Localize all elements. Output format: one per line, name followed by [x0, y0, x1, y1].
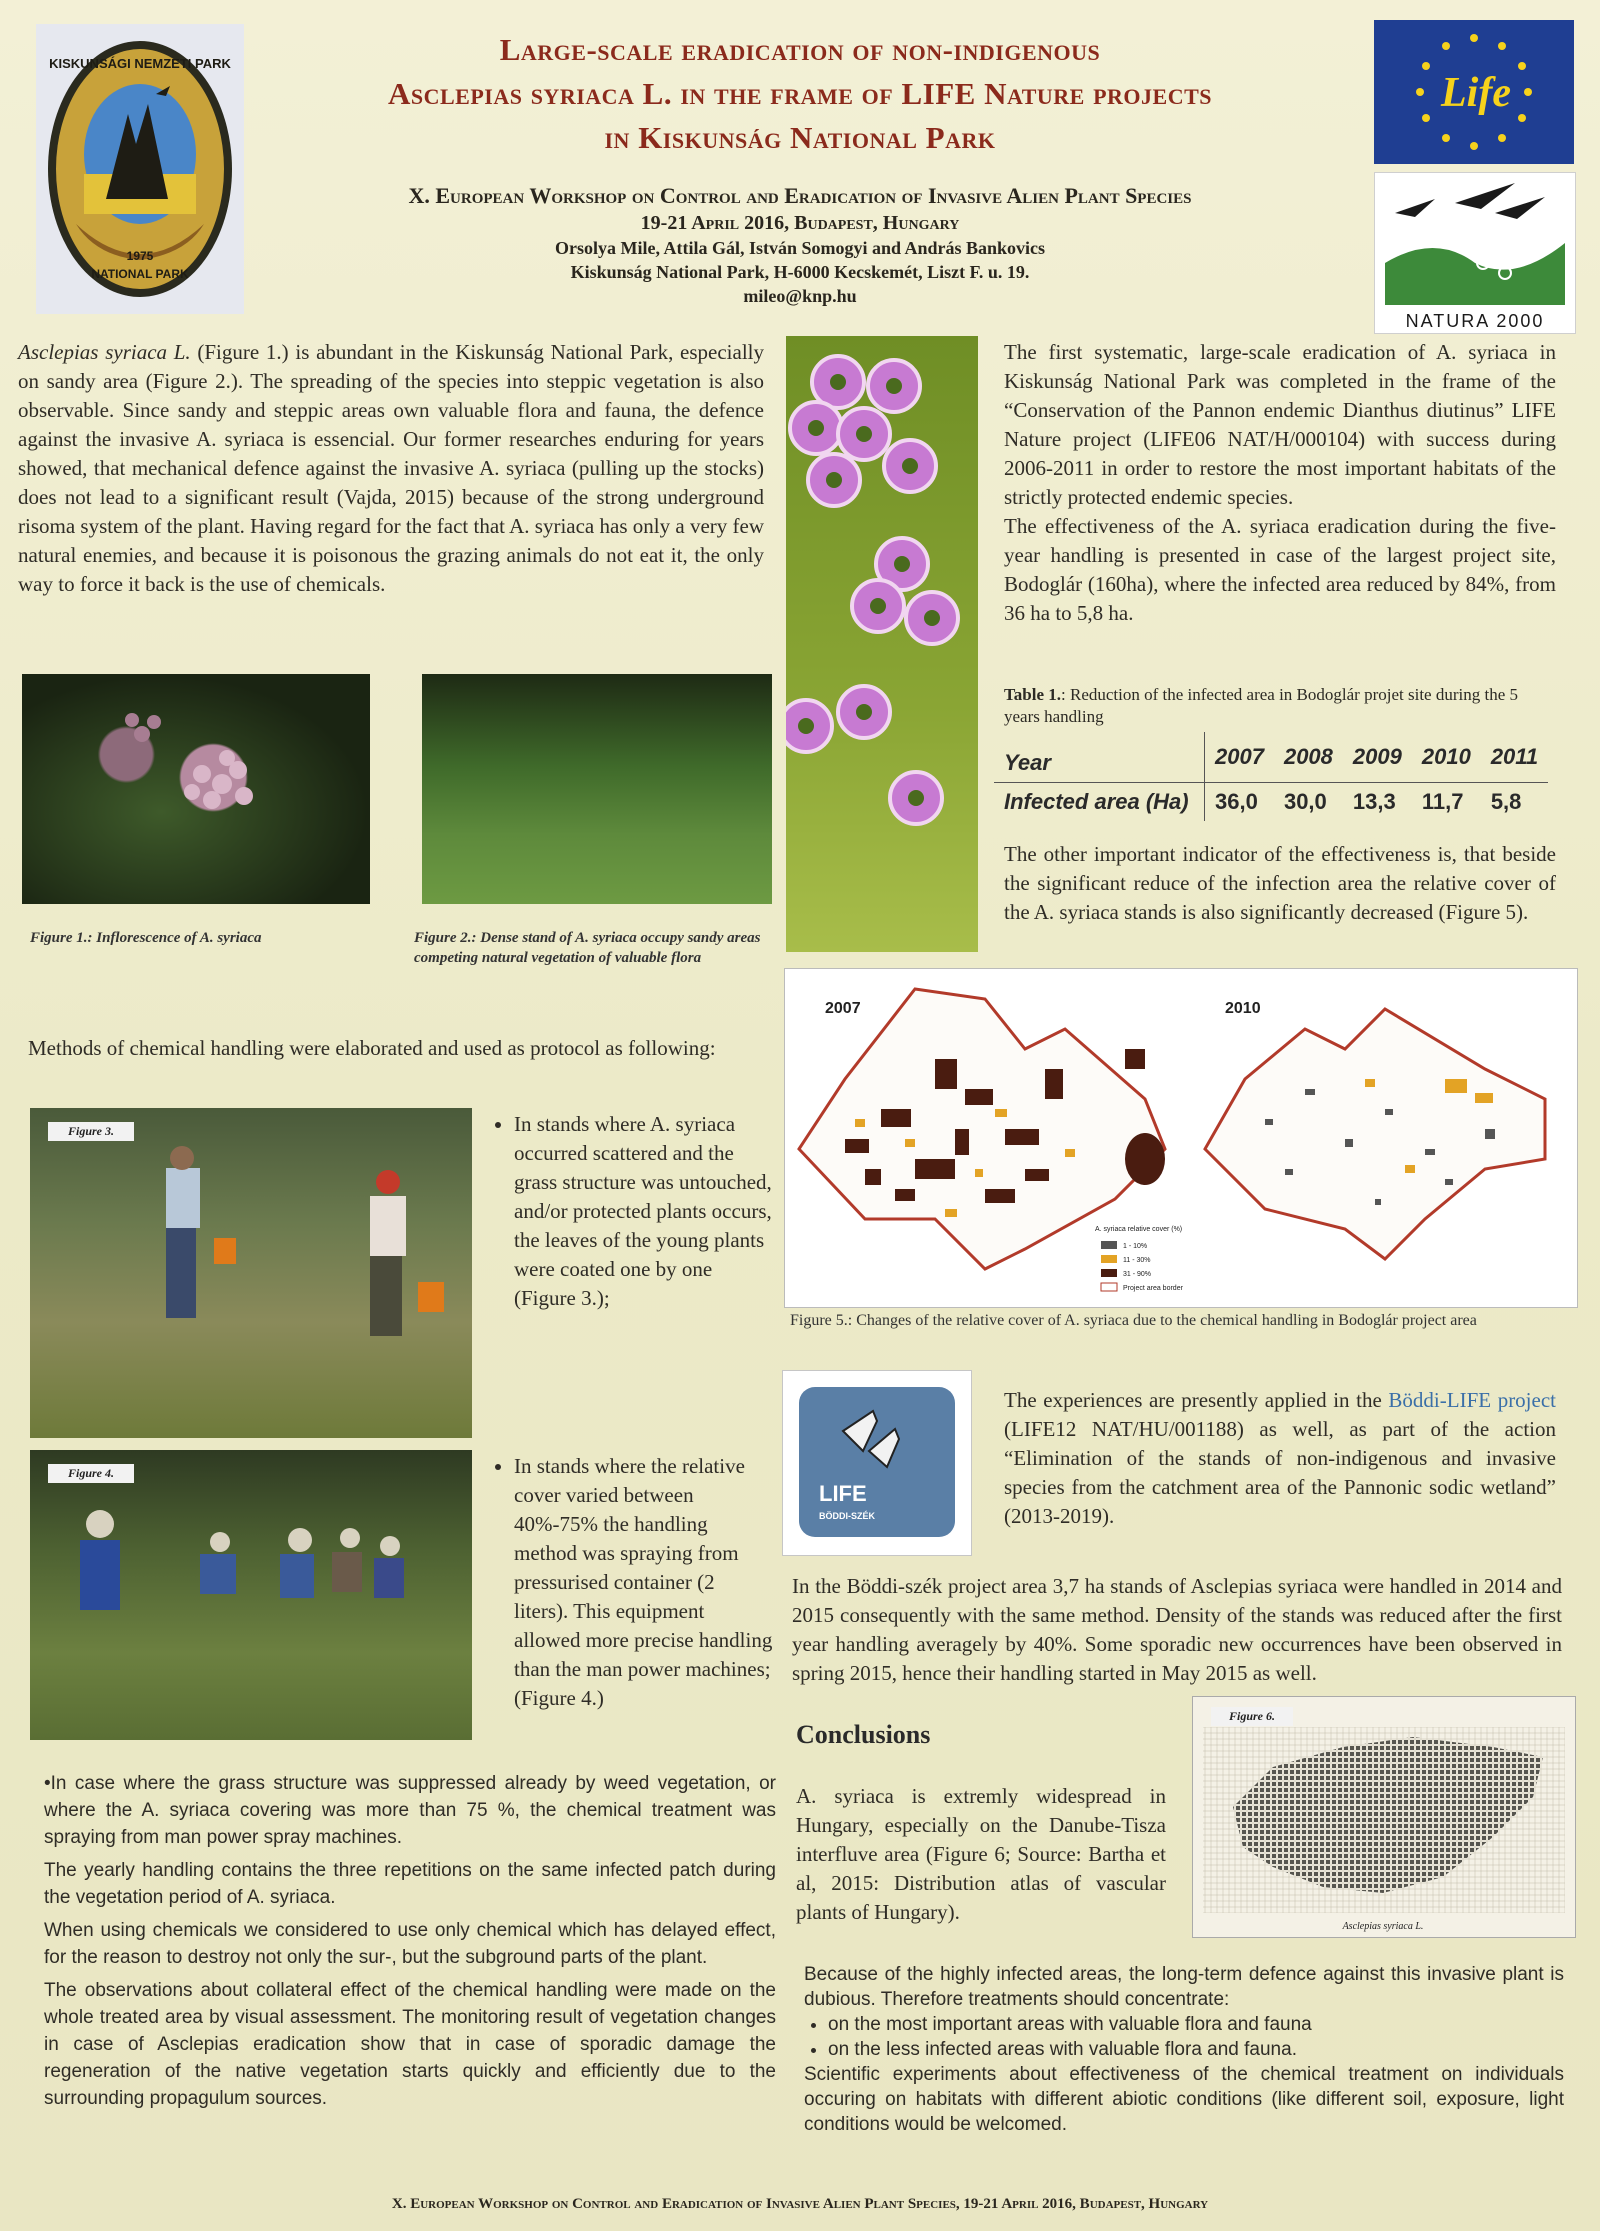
methods-bullet-list-2: [490, 1452, 774, 1713]
flower-pattern-icon: [786, 336, 978, 952]
table-year-2010: 2010: [1421, 744, 1471, 769]
methods-intro: Methods of chemical handling were elaborated and used as protocol as following:: [28, 1036, 716, 1060]
figure-4-photo: [30, 1450, 472, 1740]
table-caption-label: Table 1.: [1004, 685, 1062, 704]
table-year-2009: 2009: [1352, 744, 1402, 769]
cover-map-icon: [785, 969, 1577, 1307]
methods-bullet-1-text: • In stands where A. syriaca occurred scattered and the grass structure was untouched, and/or protected plants occurs, the leaves of the young plants were coated one by one (Figure 3.);: [514, 1110, 774, 1313]
natura-birds-icon: [1375, 173, 1575, 333]
figure-4-label: Figure 4.: [48, 1464, 134, 1483]
map-year-2010: 2010: [1225, 1000, 1261, 1017]
table-1: [994, 732, 1564, 821]
intro-species: Asclepias syriaca L.: [18, 340, 191, 364]
boddi-text-b: (LIFE12 NAT/HU/001188) as well, as part of the action “Elimination of the stands of non-indigenous and invasive species from the catchment area of the Pannonic sodic wetland” (2013-2019).: [1004, 1417, 1556, 1528]
results-para-2: The effectiveness of the A. syriaca eradication during the five-year handling is presented in case of the largest project site, Bodoglár (160ha), where the infected area reduced by 84%, from 36 ha to 5,8 ha.: [1004, 514, 1556, 625]
knp-top-text: KISKUNSÁGI NEMZETI PARK: [49, 56, 231, 71]
hungary-distribution-icon: [1193, 1697, 1575, 1937]
knp-bottom-text: NATIONAL PARK: [91, 267, 189, 281]
methods-bullet-3: •In case where the grass structure was suppressed already by weed vegetation, or where the A. syriaca covering was more than 75 %, the chemical treatment was spraying from man power spray machines.: [44, 1773, 776, 1848]
table-1-caption: [1004, 684, 1556, 728]
methods-bullet-2: [490, 1452, 774, 1713]
affiliation: Kiskunság National Park, H-6000 Kecskemét, Liszt F. u. 19.: [570, 262, 1030, 282]
life-logo-text: Life: [1441, 70, 1511, 116]
figure-5-map: [784, 968, 1578, 1308]
boddi-text-a: The experiences are presently applied in the: [1004, 1388, 1389, 1412]
conclusions-bullet-2: • on the less infected areas with valuable flora and fauna.: [828, 2037, 1564, 2062]
decorative-flower-column: [786, 336, 978, 952]
map-year-2007: 2007: [825, 1000, 861, 1017]
boddi-life-logo: [782, 1370, 972, 1556]
title-line-3: in Kiskunság National Park: [604, 120, 996, 155]
methods-para-3: The observations about collateral effect of the chemical handling were made on the whole treated area by visual assessment. The monitoring result of vegetation changes in case of Asclepias eradication show that in case of sporadic damage the regeneration of the native vegetation starts quickly and efficiently due to the surrounding propagulum sources.: [44, 1980, 776, 2109]
table-year-2011: 2011: [1490, 744, 1539, 769]
methods-bullet-1: [490, 1110, 774, 1313]
table-1-grid: [994, 732, 1548, 821]
table-year-2008: 2008: [1283, 744, 1333, 769]
boddi-paragraph-1: [1004, 1386, 1556, 1531]
table-area-2007: 36,0: [1205, 783, 1274, 822]
conclusions-paragraph-2: [804, 1962, 1564, 2137]
title-line-2c: Nature projects: [975, 76, 1213, 111]
poster-subheader: [300, 182, 1300, 308]
conclusions-para-3: Scientific experiments about effectiveness of the chemical treatment on individuals occuring on habitats with different abiotic conditions (like different soil, exposure, light conditions would be welcomed.: [804, 2064, 1564, 2135]
knp-emblem-icon: [36, 24, 244, 314]
title-line-2a: Asclepias syriaca L. in the frame of: [387, 76, 902, 111]
eu-stars-icon: [1374, 20, 1574, 164]
table-row-year: [994, 732, 1548, 783]
team-spraying-icon: [30, 1450, 472, 1740]
table-area-2008: 30,0: [1283, 789, 1327, 814]
table-area-2010: 11,7: [1421, 789, 1464, 814]
boddi-birds-icon: [783, 1371, 971, 1555]
conclusions-para-2: Because of the highly infected areas, the long-term defence against this invasive plant is dubious. Therefore treatments should concentrate:: [804, 1964, 1564, 2010]
title-line-1: Large-scale eradication of non-indigenous: [499, 32, 1101, 67]
conclusions-bullet-list: [804, 2012, 1564, 2062]
methods-continued: [44, 1770, 776, 2112]
methods-para-2: When using chemicals we considered to use only chemical which has delayed effect, for the reason to destroy not only the sur-, but the subground parts of the plant.: [44, 1920, 776, 1968]
workers-icon: [30, 1108, 472, 1438]
figure-5-caption: Figure 5.: Changes of the relative cover of A. syriaca due to the chemical handling in Bodoglár project area: [790, 1312, 1477, 1329]
workshop-name: X. European Workshop on Control and Eradication of Invasive Alien Plant Species: [408, 183, 1192, 208]
boddi-life-text: LIFE: [819, 1481, 867, 1506]
legend-item-1: 1 - 10%: [1123, 1243, 1148, 1250]
conclusions-bullet-1: • on the most important areas with valuable flora and fauna: [828, 2012, 1564, 2037]
table-area-2009: 13,3: [1352, 789, 1396, 814]
methods-para-1: The yearly handling contains the three repetitions on the same infected patch during the vegetation period of A. syriaca.: [44, 1860, 776, 1908]
figure-3-label: Figure 3.: [48, 1122, 134, 1141]
legend-item-3: 31 - 90%: [1123, 1271, 1152, 1278]
figure-2-photo: [422, 674, 772, 904]
milkweed-flower-icon: [22, 674, 370, 904]
table-caption-text: : Reduction of the infected area in Bodoglár projet site during the 5 years handling: [1004, 685, 1518, 726]
poster-footer: X. European Workshop on Control and Eradication of Invasive Alien Plant Species, 19-21 April 2016, Budapest, Hungary: [391, 2196, 1209, 2212]
table-year-label: Year: [1004, 750, 1051, 775]
life-logo: [1374, 20, 1574, 164]
title-life: LIFE: [901, 76, 976, 111]
intro-paragraph: [18, 338, 764, 599]
boddi-life-link[interactable]: Böddi-LIFE project: [1388, 1388, 1556, 1412]
table-row-area: [994, 783, 1548, 822]
results-paragraph-1: [1004, 338, 1556, 628]
table-area-label: Infected area (Ha): [1004, 789, 1189, 814]
table-area-2011: 5,8: [1490, 789, 1522, 814]
legend-item-2: 11 - 30%: [1123, 1257, 1151, 1264]
title-line-2: [300, 72, 1300, 116]
natura-logo-text: NATURA 2000: [1405, 311, 1545, 331]
results-para-1: The first systematic, large-scale eradication of A. syriaca in Kiskunság National Park was completed in the frame of the “Conservation of the Pannon endemic Dianthus diutinus” LIFE Nature project (LIFE06 NAT/H/000104) with success during 2006-2011 in order to restore the most important habitats of the strictly protected endemic species.: [1004, 340, 1556, 509]
poster-title: [300, 28, 1300, 160]
table-year-2007: 2007: [1205, 732, 1274, 783]
natura-2000-logo: [1374, 172, 1576, 334]
legend-item-4: Project area border: [1123, 1285, 1183, 1292]
figure-6-label: Figure 6.: [1211, 1707, 1293, 1726]
figure-6-caption: Asclepias syriaca L.: [1342, 1921, 1424, 1932]
boddi-sub-text: BÖDDI-SZÉK: [819, 1511, 875, 1521]
figure-1-photo: [22, 674, 370, 904]
figure-2-caption: Figure 2.: Dense stand of A. syriaca occupy sandy areas competing natural vegetation of valuable flora: [414, 930, 761, 966]
figure-6-map: [1192, 1696, 1576, 1938]
figure-1-caption: Figure 1.: Inflorescence of A. syriaca: [30, 930, 262, 946]
boddi-paragraph-2: In the Böddi-szék project area 3,7 ha stands of Asclepias syriaca were handled in 2014 and 2015 consequently with the same method. Density of the stands was reduced after the first year handling averagely by 40%. Some sporadic new occurrences have been observed in spring 2015, hence their handling started in May 2015 as well.: [792, 1574, 1562, 1685]
conclusions-heading: Conclusions: [796, 1720, 931, 1749]
intro-text: (Figure 1.) is abundant in the Kiskunság National Park, especially on sandy area (Figure 2.). The spreading of the species into steppic vegetation is also observable. Since sandy and steppic areas own valuable flora and fauna, the defence against the invasive A. syriaca is essencial. Our former researches enduring for years showed, that mechanical defence against the invasive A. syriaca (pulling up the stocks) does not lead to a significant result (Vajda, 2015) because of the strong underground risoma system of the plant. Having regard for the fact that A. syriaca has only a very few natural enemies, and because it is poisonous the grazing animals do not eat it, the only way to force it back is the use of chemicals.: [18, 340, 765, 596]
methods-bullet-list-1: [490, 1110, 774, 1313]
kiskunsag-national-park-logo: [36, 24, 244, 314]
legend-title: A. syriaca relative cover (%): [1095, 1226, 1183, 1233]
workshop-date: 19-21 April 2016, Budapest, Hungary: [640, 212, 960, 234]
email: mileo@knp.hu: [743, 286, 857, 306]
results-paragraph-3: The other important indicator of the effectiveness is, that beside the significant reduce of the infection area the relative cover of the A. syriaca stands is also significantly decreased (Figure 5).: [1004, 842, 1556, 924]
methods-bullet-2-text: • In stands where the relative cover varied between 40%-75% the handling method was spraying from pressurised container (2 liters). This equipment allowed more precise handling than the man power machines; (Figure 4.): [514, 1452, 774, 1713]
figure-3-photo: [30, 1108, 472, 1438]
knp-year-text: 1975: [126, 249, 154, 263]
conclusions-paragraph-1: A. syriaca is extremly widespread in Hungary, especially on the Danube-Tisza interfluve area (Figure 6; Source: Bartha et al, 2015: Distribution atlas of vascular plants of Hungary).: [796, 1784, 1166, 1924]
authors: Orsolya Mile, Attila Gál, István Somogyi and András Bankovics: [554, 238, 1046, 258]
